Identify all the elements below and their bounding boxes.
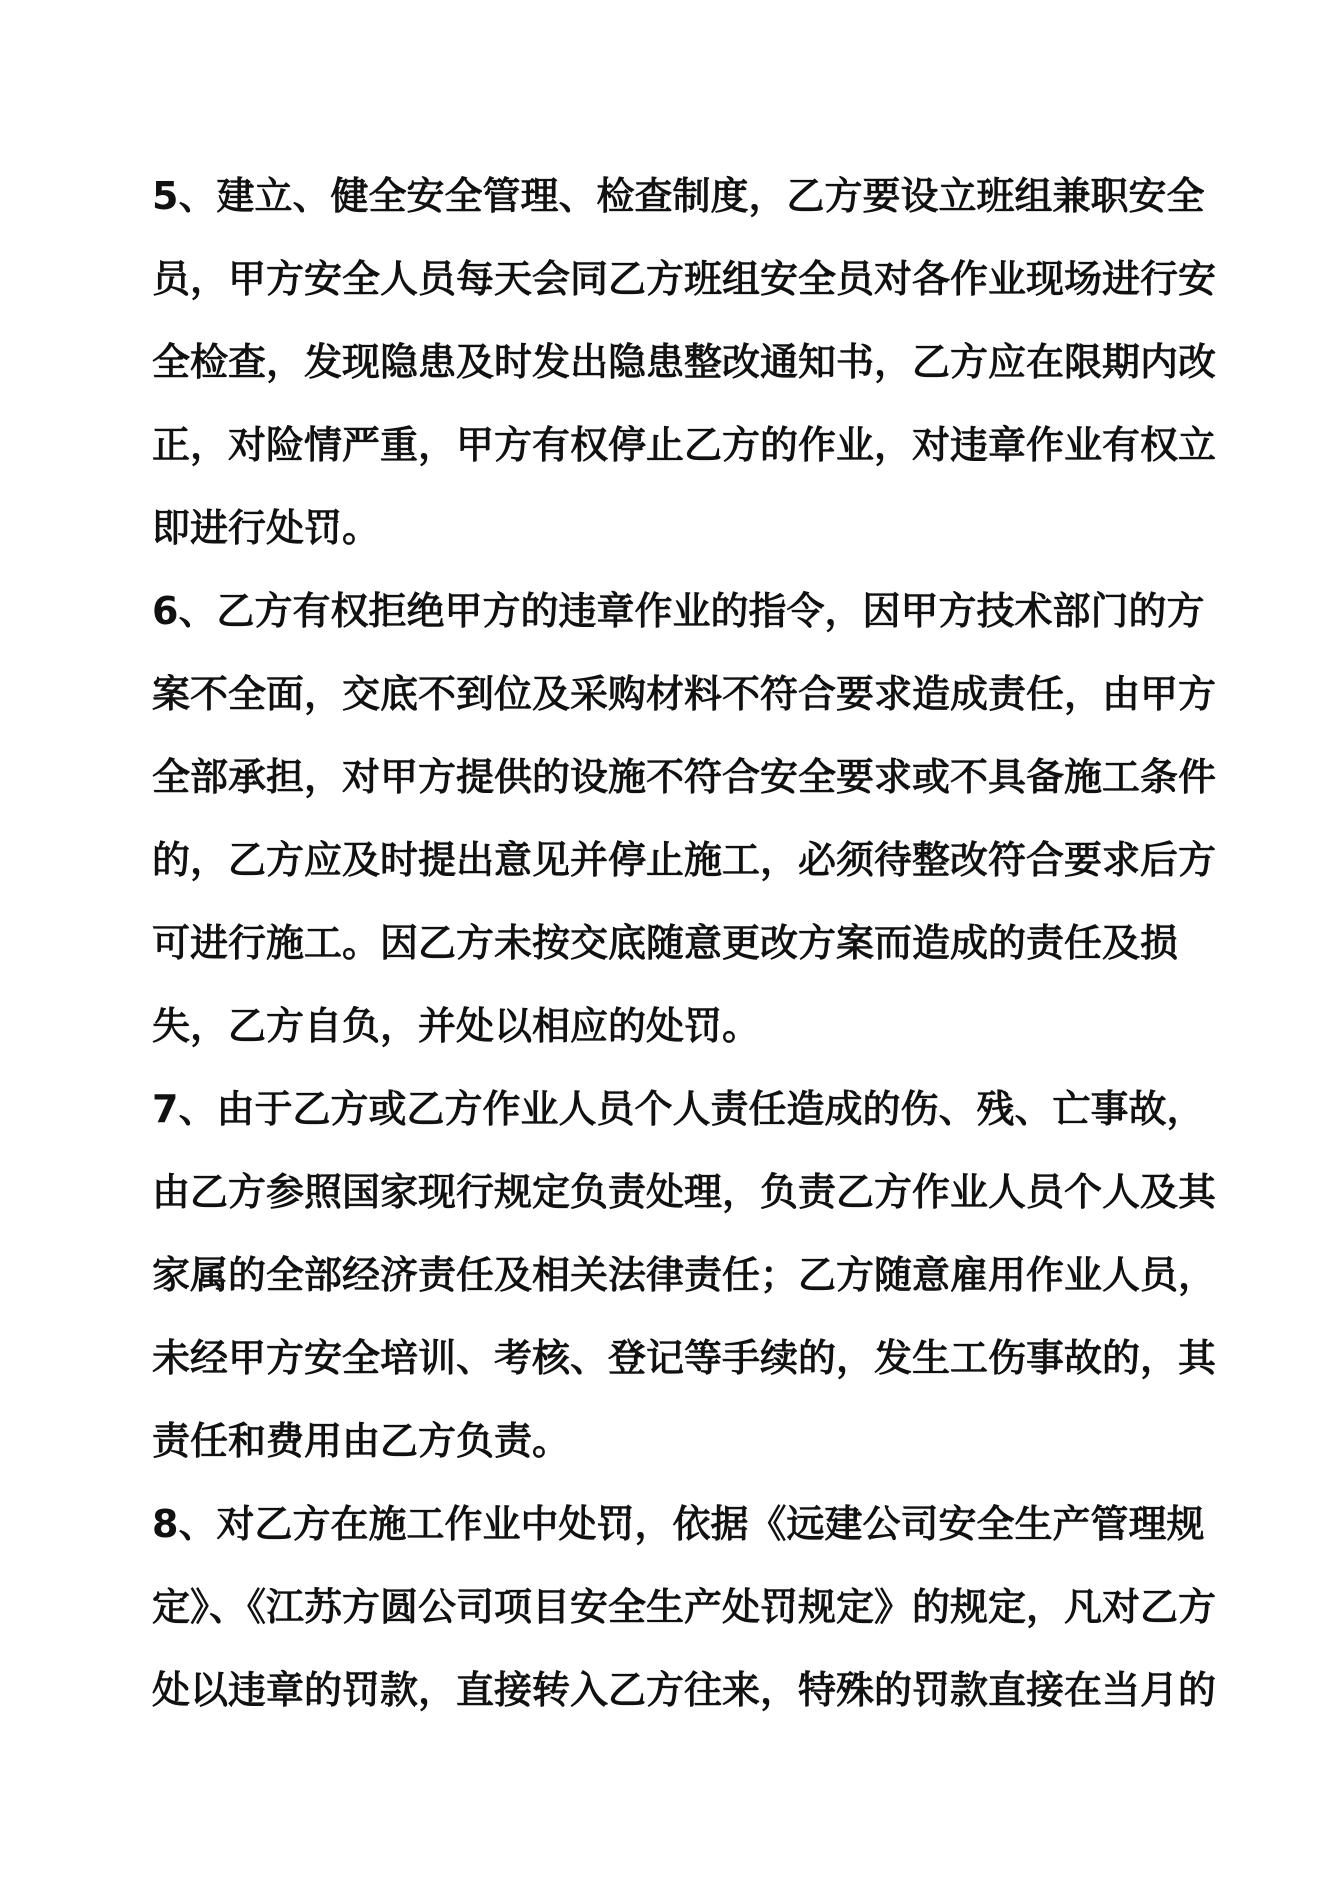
text-line: 正，对险情严重，甲方有权停止乙方的作业，对违章作业有权立: [152, 423, 1217, 467]
text-line: 定》、《江苏方圆公司项目安全生产处罚规定》的规定，凡对乙方: [152, 1585, 1217, 1629]
text-line: 8、对乙方在施工作业中处罚，依据《远建公司安全生产管理规: [152, 1502, 1205, 1546]
text-line: 的，乙方应及时提出意见并停止施工，必须待整改符合要求后方: [152, 838, 1217, 882]
text-line: 7、由于乙方或乙方作业人员个人责任造成的伤、残、亡事故，: [152, 1087, 1205, 1131]
text-line: 失，乙方自负，并处以相应的处罚。: [152, 1004, 761, 1048]
text-line: 由乙方参照国家现行规定负责处理，负责乙方作业人员个人及其: [152, 1170, 1217, 1214]
text-line: 全检查，发现隐患及时发出隐患整改通知书，乙方应在限期内改: [152, 340, 1217, 384]
text-line: 全部承担，对甲方提供的设施不符合安全要求或不具备施工条件: [152, 755, 1217, 799]
contract-text: [152, 155, 1217, 1732]
text-line: 案不全面，交底不到位及采购材料不符合要求造成责任，由甲方: [152, 672, 1217, 716]
text-line: 可进行施工。因乙方未按交底随意更改方案而造成的责任及损: [152, 921, 1179, 965]
text-line: 未经甲方安全培训、考核、登记等手续的，发生工伤事故的，其: [152, 1336, 1217, 1380]
text-line: 处以违章的罚款，直接转入乙方往来，特殊的罚款直接在当月的: [152, 1668, 1217, 1712]
text-line: 责任和费用由乙方负责。: [152, 1419, 571, 1463]
text-line: 即进行处罚。: [152, 506, 381, 550]
text-line: 6、乙方有权拒绝甲方的违章作业的指令，因甲方技术部门的方: [152, 589, 1205, 633]
text-line: 家属的全部经济责任及相关法律责任；乙方随意雇用作业人员，: [152, 1253, 1217, 1297]
text-line: 5、建立、健全安全管理、检查制度，乙方要设立班组兼职安全: [152, 174, 1205, 218]
text-line: 员，甲方安全人员每天会同乙方班组安全员对各作业现场进行安: [152, 257, 1217, 301]
